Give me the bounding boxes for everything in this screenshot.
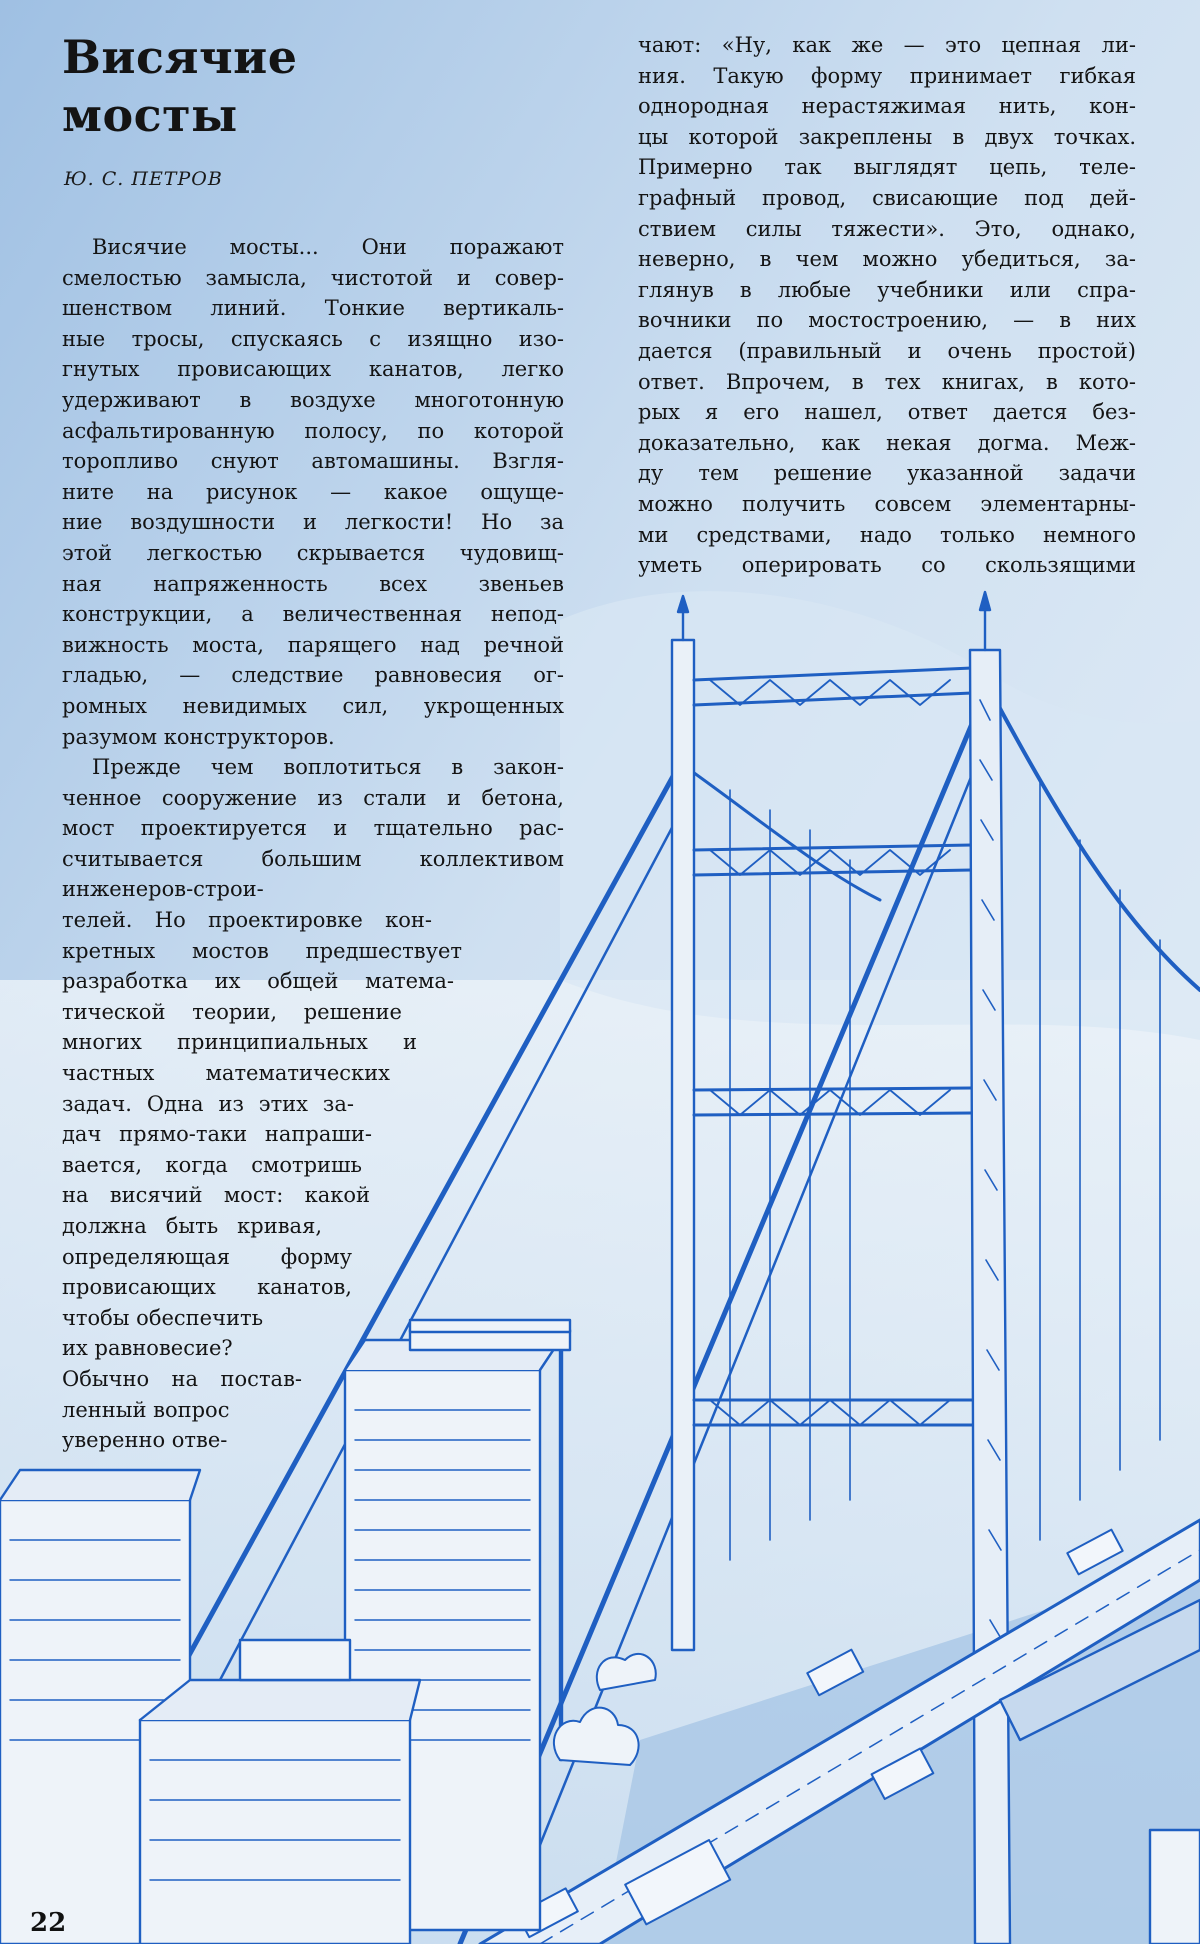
text-line: ные тросы, спускаясь с изящно изо- [62,326,564,351]
building-front-block [140,1720,410,1944]
text-line: конструкции, а величественная непод- [62,602,564,627]
text-line: вочники по мостостроению, — в них [638,308,1136,333]
text-line: ная напряженность всех звеньев [62,571,564,596]
text-line: телей. Но проектировке кон- [62,908,432,933]
building-right-corner [1150,1830,1200,1944]
text-line: дается (правильный и очень простой) [638,338,1136,363]
text-line: однородная нерастяжимая нить, кон- [638,94,1136,119]
text-line: их равновесие? [62,1336,233,1361]
text-line: считывается большим коллективом [62,846,564,871]
text-line: рых я его нашел, ответ дается без- [638,400,1136,425]
text-line: неверно, в чем можно убедиться, за- [638,247,1136,272]
text-line: ния. Такую форму принимает гибкая [638,63,1136,88]
article-title [62,28,298,144]
text-line: кретных мостов предшествует [62,938,462,963]
text-line: уверенно отве- [62,1428,228,1453]
text-line: определяющая форму [62,1244,352,1269]
right-text-column [638,30,1136,581]
article-title-line-2: мосты [62,88,238,142]
text-line: Висячие мосты... Они поражают [92,235,564,259]
text-line: асфальтированную полосу, по которой [62,418,564,443]
text-line: Обычно на постав- [62,1366,302,1391]
text-line: глянув в любые учебники или спра- [638,277,1136,302]
text-line: удерживают в воздухе многотонную [62,387,564,412]
text-line: графный провод, свисающие под дей- [638,185,1136,210]
text-line: разработка их общей матема- [62,969,454,994]
text-line: этой легкостью скрывается чудовищ- [62,540,564,565]
text-line: можно получить совсем элементарны- [638,491,1136,516]
text-line: дач прямо-таки напраши- [62,1122,372,1147]
text-line: ченное сооружение из стали и бетона, [62,785,564,810]
text-line: гладью, — следствие равновесия ог- [62,663,564,688]
text-line: ромных невидимых сил, укрощенных [62,693,564,718]
text-line: торопливо снуют автомашины. Взгля- [62,449,564,474]
text-line: ните на рисунок — какое ощуще- [62,479,564,504]
text-line: ние воздушности и легкости! Но за [62,510,564,535]
text-line: цы которой закреплены в двух точках. [638,124,1136,149]
left-text-column [62,232,564,1456]
text-line: тической теории, решение [62,999,402,1024]
text-line: вижность моста, парящего над речной [62,632,564,657]
text-line: ми средствами, надо только немного [638,522,1136,547]
text-line: разумом конструкторов. [62,724,335,749]
page-number: 22 [30,1908,67,1938]
article-title-line-1: Висячие [62,30,298,84]
text-line: смелостью замысла, чистотой и совер- [62,265,564,290]
text-line: частных математических [62,1061,390,1086]
text-line: мост проектируется и тщательно рас- [62,816,564,841]
text-line: доказательно, как некая догма. Меж- [638,430,1136,455]
text-line: Прежде чем воплотиться в закон- [92,755,564,780]
text-line: задач. Одна из этих за- [62,1091,354,1116]
text-line: инженеров-строи- [62,877,264,902]
text-line: чают: «Ну, как же — это цепная ли- [638,33,1136,57]
article-author: Ю. С. ПЕТРОВ [64,168,223,190]
text-line: ду тем решение указанной задачи [638,461,1136,486]
text-line: многих принципиальных и [62,1030,417,1055]
text-line: провисающих канатов, [62,1275,352,1300]
text-line: на висячий мост: какой [62,1183,370,1208]
text-line: уметь оперировать со скользящими [638,553,1136,578]
text-line: ленный вопрос [62,1397,230,1422]
text-line: ствием силы тяжести». Это, однако, [638,216,1136,241]
text-line: ответ. Впрочем, в тех книгах, в кото- [638,369,1136,394]
text-line: шенством линий. Тонкие вертикаль- [62,296,564,321]
text-line: гнутых провисающих канатов, легко [62,357,564,382]
text-line: должна быть кривая, [62,1214,322,1238]
text-line: Примерно так выглядят цепь, теле- [638,155,1136,180]
text-line: вается, когда смотришь [62,1152,362,1177]
text-line: чтобы обеспечить [62,1305,264,1330]
